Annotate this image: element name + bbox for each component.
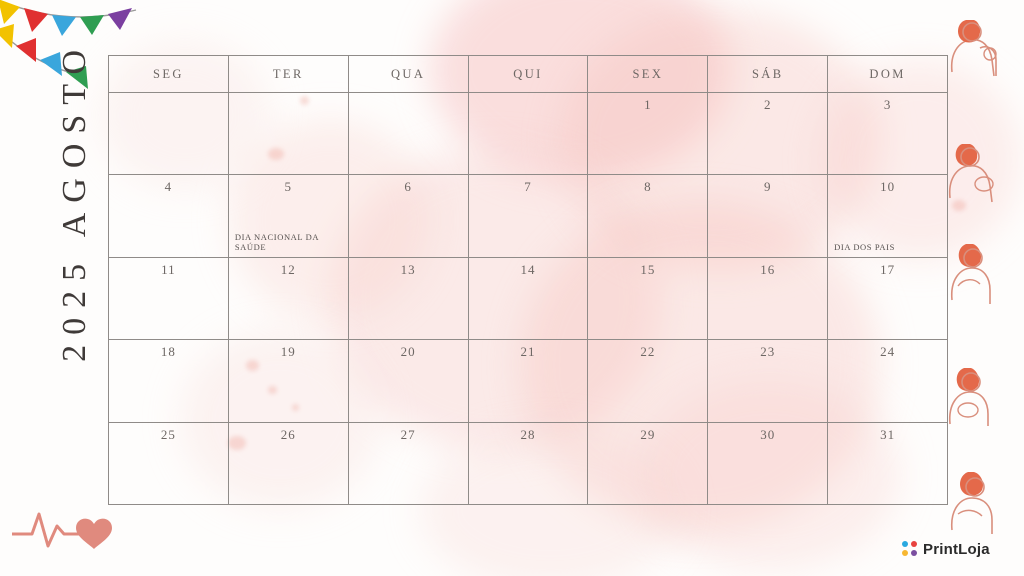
page-title-text: 2025 AGOSTO	[56, 40, 93, 362]
day-number: 16	[760, 261, 776, 277]
day-number: 3	[883, 97, 892, 112]
day-number: 18	[160, 344, 176, 360]
day-number: 21	[520, 344, 536, 360]
day-number: 13	[400, 261, 416, 277]
day-number: 15	[640, 261, 656, 277]
day-event: DIA NACIONAL DA SAÚDE	[234, 231, 319, 253]
family-illustration-icon	[928, 126, 1020, 208]
calendar-day-cell[interactable]	[469, 175, 589, 256]
day-number: 26	[280, 426, 296, 442]
family-illustration-icon	[928, 2, 1020, 84]
calendar-day-cell[interactable]	[349, 175, 469, 256]
calendar-day-cell[interactable]	[109, 175, 229, 256]
weekday-header: SÁB	[708, 56, 828, 92]
calendar-day-cell[interactable]	[229, 93, 349, 174]
day-number: 22	[640, 344, 656, 360]
day-number: 12	[280, 261, 296, 277]
heartbeat-icon	[12, 496, 142, 556]
day-number: 27	[400, 426, 416, 442]
family-illustration-icon	[928, 458, 1020, 540]
calendar-day-cell[interactable]	[588, 340, 708, 421]
day-number: 24	[880, 344, 896, 360]
page-title	[40, 40, 110, 420]
day-number: 5	[284, 179, 293, 195]
calendar-day-cell[interactable]	[469, 423, 589, 504]
weekday-header: QUI	[469, 56, 589, 92]
day-number: 31	[880, 426, 896, 442]
calendar-day-cell[interactable]	[469, 340, 589, 421]
day-number: 20	[400, 344, 416, 360]
day-number: 9	[763, 179, 772, 195]
calendar-day-cell[interactable]	[109, 93, 229, 174]
calendar-header-row	[109, 56, 947, 93]
calendar-week-row	[109, 258, 947, 340]
calendar-day-cell[interactable]	[469, 93, 589, 174]
brand-logo	[902, 532, 1010, 566]
calendar-grid	[108, 55, 948, 505]
calendar-day-cell[interactable]	[708, 423, 828, 504]
day-number: 28	[520, 426, 536, 442]
day-number: 25	[160, 426, 176, 442]
calendar-day-cell[interactable]	[469, 258, 589, 339]
day-number: 29	[640, 426, 656, 442]
day-number: 2	[763, 97, 772, 112]
calendar-day-cell[interactable]	[349, 340, 469, 421]
calendar-day-cell[interactable]	[109, 423, 229, 504]
calendar-day-cell[interactable]	[229, 423, 349, 504]
family-illustration-icon	[928, 350, 1020, 432]
weekday-header: DOM	[869, 66, 906, 81]
day-number: 6	[404, 179, 412, 195]
calendar-week-row	[109, 93, 947, 175]
day-number: 10	[880, 179, 896, 195]
calendar-day-cell[interactable]	[349, 93, 469, 174]
day-number: 17	[880, 261, 896, 277]
day-number: 30	[760, 426, 776, 442]
calendar-day-cell[interactable]	[229, 175, 349, 256]
calendar-week-row	[109, 175, 947, 257]
day-number: 23	[760, 344, 776, 360]
calendar-day-cell[interactable]	[708, 340, 828, 421]
calendar-day-cell[interactable]	[109, 258, 229, 339]
logo-dots-icon	[902, 541, 918, 557]
calendar-day-cell[interactable]	[708, 93, 828, 174]
day-event: DIA DOS PAIS	[834, 242, 895, 253]
calendar-day-cell[interactable]	[708, 175, 828, 256]
calendar-week-row	[109, 423, 947, 504]
day-number: 14	[520, 261, 536, 277]
calendar-day-cell[interactable]	[349, 258, 469, 339]
calendar-day-cell[interactable]	[229, 340, 349, 421]
weekday-header: SEG	[109, 56, 229, 92]
day-number: 8	[644, 179, 652, 195]
weekday-header: TER	[229, 56, 349, 92]
calendar-day-cell[interactable]	[708, 258, 828, 339]
weekday-header: QUA	[349, 56, 469, 92]
calendar-day-cell[interactable]	[588, 423, 708, 504]
calendar-day-cell[interactable]	[588, 175, 708, 256]
calendar-day-cell[interactable]	[588, 93, 708, 174]
calendar-body	[109, 93, 947, 504]
family-illustration-icon	[928, 228, 1020, 310]
weekday-header: SEX	[588, 56, 708, 92]
day-number: 1	[644, 97, 652, 112]
day-number: 4	[164, 179, 173, 195]
day-number: 11	[161, 261, 176, 277]
logo-text: PrintLoja	[923, 540, 990, 558]
day-number: 19	[280, 344, 296, 360]
calendar-day-cell[interactable]	[229, 258, 349, 339]
calendar-day-cell[interactable]	[588, 258, 708, 339]
day-number: 7	[524, 179, 532, 195]
calendar-day-cell[interactable]	[109, 340, 229, 421]
calendar-week-row	[109, 340, 947, 422]
calendar-day-cell[interactable]	[349, 423, 469, 504]
